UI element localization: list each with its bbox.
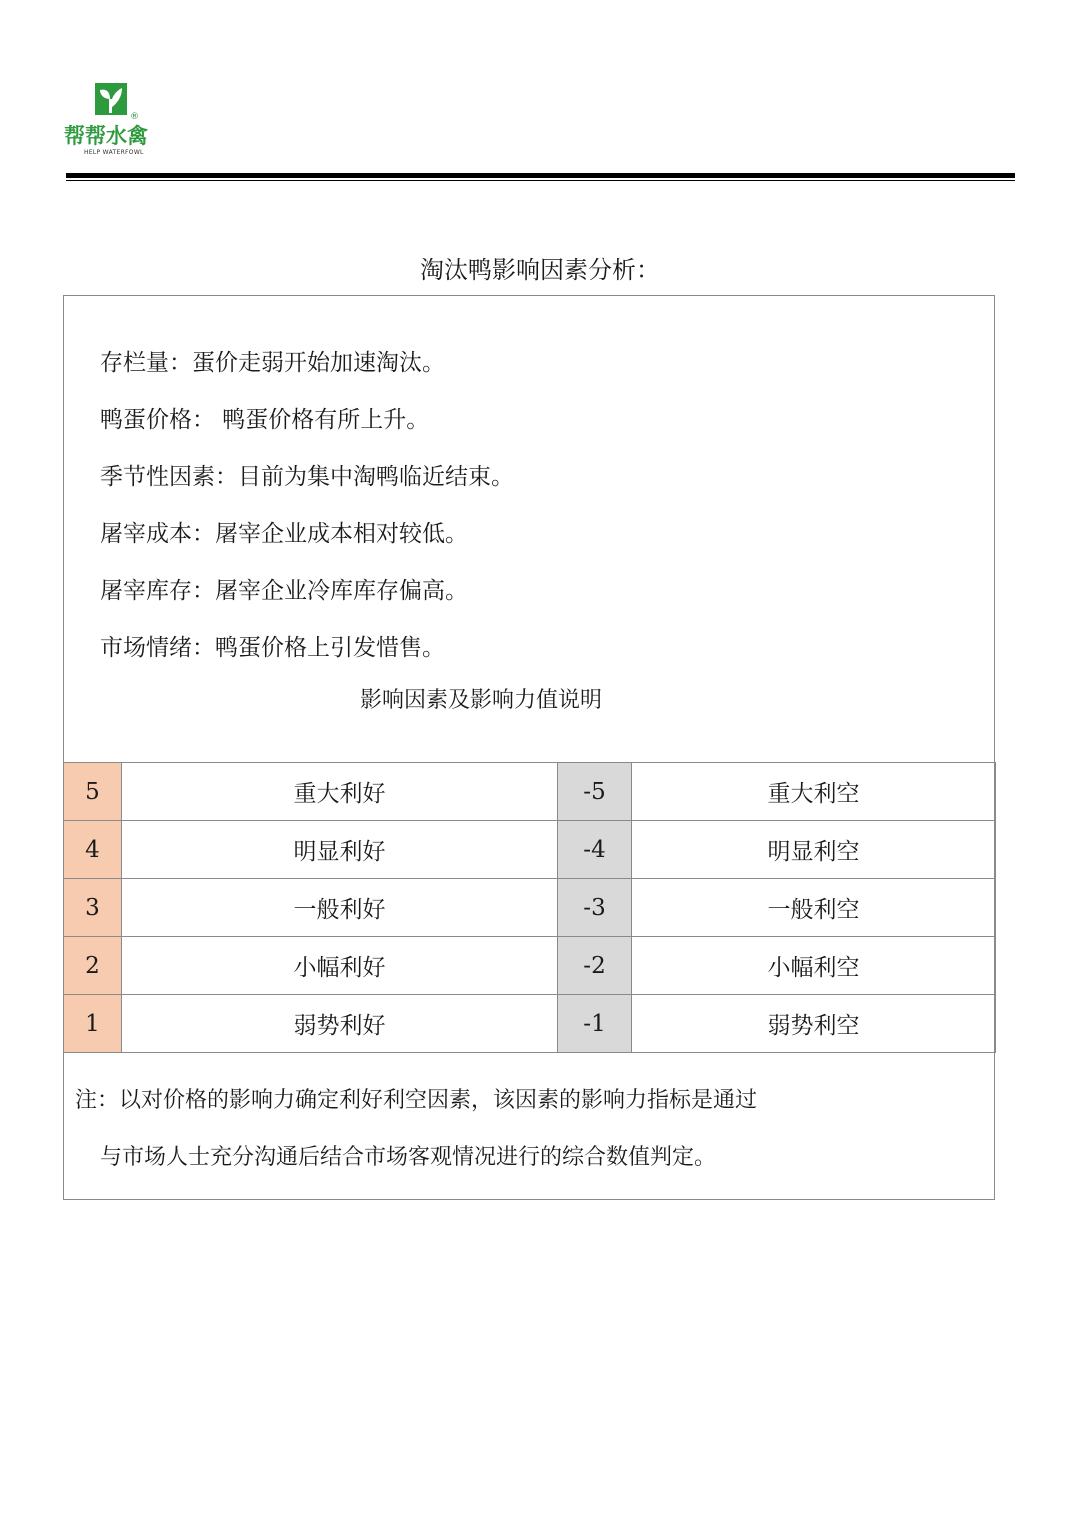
influence-scale-table	[63, 762, 996, 1053]
brand-logo	[62, 82, 162, 162]
registered-mark: ®	[130, 112, 139, 122]
table-row	[64, 763, 996, 821]
positive-value-cell: 5	[64, 763, 122, 821]
logo-subtitle: HELP WATERFOWL	[84, 149, 144, 156]
positive-value-cell: 4	[64, 821, 122, 879]
positive-label-cell: 重大利好	[122, 763, 558, 821]
positive-label-cell: 弱势利好	[122, 995, 558, 1053]
negative-label-cell: 一般利空	[632, 879, 996, 937]
negative-value-cell: -2	[558, 937, 632, 995]
positive-value-cell: 2	[64, 937, 122, 995]
negative-value-cell: -4	[558, 821, 632, 879]
table-row	[64, 821, 996, 879]
factor-egg-price: 鸭蛋价格： 鸭蛋价格有所上升。	[100, 407, 430, 433]
factor-slaughter-cost: 屠宰成本：屠宰企业成本相对较低。	[100, 521, 468, 547]
table-row	[64, 937, 996, 995]
negative-label-cell: 小幅利空	[632, 937, 996, 995]
table-row	[64, 995, 996, 1053]
positive-label-cell: 一般利好	[122, 879, 558, 937]
positive-label-cell: 小幅利好	[122, 937, 558, 995]
table-row	[64, 879, 996, 937]
logo-name: 帮帮水禽	[64, 124, 148, 148]
negative-label-cell: 重大利空	[632, 763, 996, 821]
positive-value-cell: 1	[64, 995, 122, 1053]
factor-seasonal: 季节性因素：目前为集中淘鸭临近结束。	[100, 464, 514, 490]
note-line-2: 与市场人士充分沟通后结合市场客观情况进行的综合数值判定。	[100, 1145, 717, 1170]
positive-label-cell: 明显利好	[122, 821, 558, 879]
positive-value-cell: 3	[64, 879, 122, 937]
negative-value-cell: -1	[558, 995, 632, 1053]
negative-value-cell: -5	[558, 763, 632, 821]
page-title: 淘汰鸭影响因素分析：	[420, 256, 660, 284]
negative-label-cell: 明显利空	[632, 821, 996, 879]
leaf-logo-icon	[94, 82, 128, 116]
note-line-1: 注：以对价格的影响力确定利好利空因素，该因素的影响力指标是通过	[75, 1088, 758, 1113]
factor-inventory: 存栏量：蛋价走弱开始加速淘汰。	[100, 350, 445, 376]
negative-label-cell: 弱势利空	[632, 995, 996, 1053]
legend-title: 影响因素及影响力值说明	[359, 688, 602, 713]
factor-sentiment: 市场情绪：鸭蛋价格上引发惜售。	[100, 635, 445, 661]
header-rule-thick	[66, 173, 1015, 178]
negative-value-cell: -3	[558, 879, 632, 937]
header-rule-thin	[66, 180, 1015, 181]
factor-slaughter-stock: 屠宰库存：屠宰企业冷库库存偏高。	[100, 578, 468, 604]
